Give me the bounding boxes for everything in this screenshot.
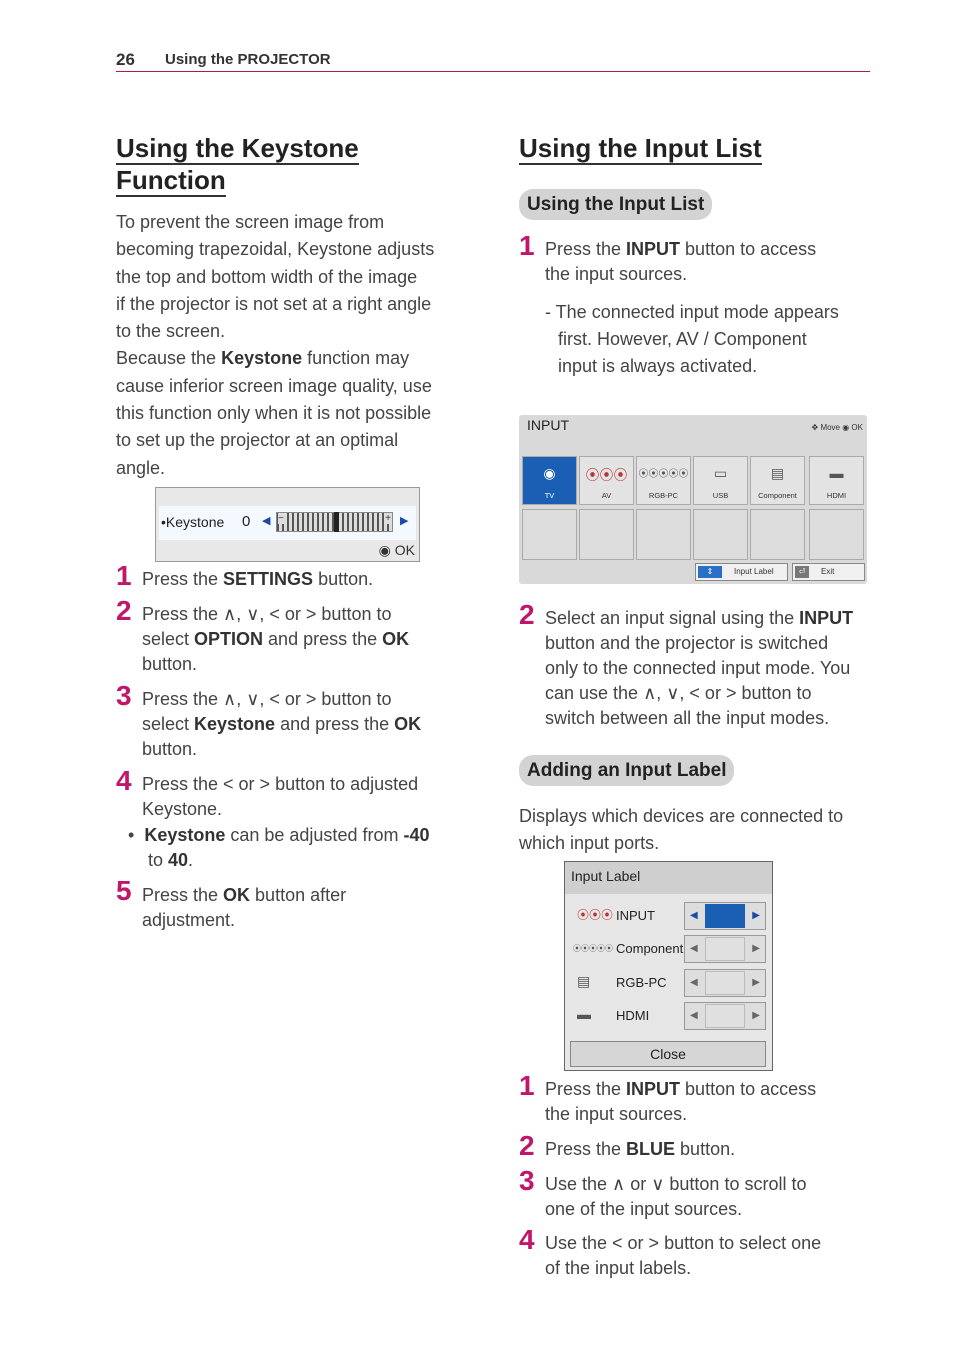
step-text: Press the ∧, ∨, < or > button to select Keystone and press the OK button.	[142, 689, 422, 759]
hdmi-port-icon: ▬	[829, 465, 844, 481]
left-arrow-icon[interactable]: ◀	[690, 1010, 698, 1021]
tv-antenna-icon: ◉	[543, 465, 556, 481]
step-text: Press the < or > button to adjusted Keystone.	[142, 774, 419, 819]
right-arrow-icon[interactable]: ▶	[752, 910, 760, 921]
step-text: Use the ∧ or ∨ button to scroll to one of the input sources.	[545, 1174, 807, 1219]
empty-input-slot	[579, 509, 634, 560]
empty-input-slot	[750, 509, 805, 560]
step-number: 2	[519, 1130, 535, 1161]
label-row-rgb-pc[interactable]: ▤ RGB-PC ◀ ▶	[565, 969, 772, 997]
subsection-adding-input-label: Adding an Input Label	[519, 755, 734, 786]
left-arrow-icon[interactable]: ◀	[262, 515, 271, 527]
step-text: Press the ∧, ∨, < or > button to select OPTION and press the OK button.	[142, 604, 410, 674]
step-text: Select an input signal using the INPUT button and the projector is switched only to the connected input mode. You can use the ∧, ∨, < or > button to switch between all the input modes.	[545, 608, 854, 728]
input-label-intro: Displays which devices are connected to which input ports.	[519, 806, 844, 854]
keystone-section-title: Using the Keystone Function	[116, 133, 359, 195]
keystone-osd	[155, 487, 420, 562]
label-selector[interactable]	[684, 1002, 766, 1030]
keystone-range-bullet: • Keystone can be adjusted from -40 to 40.	[128, 825, 430, 870]
step-text: Press the BLUE button.	[545, 1139, 736, 1159]
label-row-input[interactable]: ⦿⦿⦿ INPUT ◀ ▶	[565, 902, 772, 930]
blue-key-icon: ⇕	[698, 566, 722, 578]
step-number: 1	[519, 1070, 535, 1101]
running-header: Using the PROJECTOR	[165, 51, 331, 68]
step-number: 2	[519, 599, 535, 630]
step-number: 1	[519, 230, 535, 261]
step-text: Press the INPUT button to access the input sources.	[545, 239, 817, 284]
right-arrow-icon[interactable]: ▶	[752, 977, 760, 988]
label-row-component[interactable]: ⦿⦿⦿⦿⦿ Component ◀ ▶	[565, 935, 772, 963]
input-tile-component[interactable]: ▤ Component	[750, 456, 805, 505]
input-tile-tv[interactable]: ◉ TV	[522, 456, 577, 505]
label-selector[interactable]	[684, 969, 766, 997]
empty-input-slot	[522, 509, 577, 560]
slider-thumb[interactable]	[334, 512, 339, 532]
right-arrow-icon[interactable]: ▶	[752, 943, 760, 954]
usb-icon: ▭	[713, 465, 728, 481]
step-text: Press the OK button after adjustment.	[142, 885, 347, 930]
av-connector-icon: ⦿⦿⦿	[585, 467, 628, 483]
input-list-panel	[519, 415, 867, 584]
input-list-section-title: Using the Input List	[519, 133, 762, 163]
av-connector-icon: ⦿⦿⦿	[577, 908, 614, 922]
label-selector[interactable]	[684, 935, 766, 963]
label-selector[interactable]	[684, 902, 766, 930]
left-arrow-icon[interactable]: ◀	[690, 910, 698, 921]
input-panel-help: ✥ Move ◉ OK	[811, 423, 863, 432]
step-text: Press the SETTINGS button.	[142, 569, 374, 589]
empty-input-slot	[636, 509, 691, 560]
label-row-hdmi[interactable]: ▬ HDMI ◀ ▶	[565, 1002, 772, 1030]
step-number: 5	[116, 875, 132, 906]
step-number: 4	[116, 765, 132, 796]
page-number: 26	[116, 50, 135, 69]
dialog-header	[565, 862, 772, 894]
dialog-title: Input Label	[571, 868, 641, 884]
step-text: Press the INPUT button to access the input sources.	[545, 1079, 817, 1124]
keystone-label: •Keystone	[161, 514, 225, 530]
input-panel-title: INPUT	[527, 417, 569, 433]
step-number: 2	[116, 595, 132, 626]
input-label-dialog	[564, 861, 773, 1071]
ok-hint: ◉ OK	[378, 542, 415, 558]
subsection-using-input-list: Using the Input List	[519, 189, 712, 220]
step-number: 3	[519, 1165, 535, 1196]
exit-key-icon: ⏎	[795, 566, 809, 578]
hdmi-port-icon: ▬	[577, 1006, 591, 1022]
empty-input-slot	[809, 509, 864, 560]
exit-button[interactable]: ⏎ Exit	[792, 563, 865, 581]
right-arrow-icon[interactable]: ▶	[400, 515, 409, 527]
rgb-port-icon: ▤	[577, 973, 591, 989]
input-tile-usb[interactable]: ▭ USB	[693, 456, 748, 505]
step-number: 1	[116, 560, 132, 591]
keystone-slider[interactable]: − +	[276, 512, 393, 532]
input-label-button[interactable]: ⇕ Input Label	[695, 563, 788, 581]
rgb-port-icon: ▤	[770, 465, 785, 481]
keystone-intro: To prevent the screen image from becoming trapezoidal, Keystone adjusts the top and bottom width of the image if the projector is not set at a right angle to the screen. Because the Keystone function may cause inferior screen image quality, use this function only when it is not possible to set up the projector at an optimal angle.	[116, 212, 435, 478]
empty-input-slot	[693, 509, 748, 560]
note-text: - The connected input mode appears first. However, AV / Component input is always activated.	[545, 302, 839, 376]
header-rule	[116, 71, 870, 72]
input-tile-hdmi[interactable]: ▬ HDMI	[809, 456, 864, 505]
keystone-value: 0	[242, 513, 251, 530]
left-arrow-icon[interactable]: ◀	[690, 943, 698, 954]
input-tile-rgb-pc[interactable]: ⦿⦿⦿⦿⦿ RGB-PC	[636, 456, 691, 505]
step-number: 4	[519, 1224, 535, 1255]
input-tile-av[interactable]: ⦿⦿⦿ AV	[579, 456, 634, 505]
close-button[interactable]: Close	[570, 1041, 766, 1067]
left-arrow-icon[interactable]: ◀	[690, 977, 698, 988]
component-connector-icon: ⦿⦿⦿⦿⦿	[573, 944, 613, 953]
step-text: Use the < or > button to select one of the input labels.	[545, 1233, 822, 1278]
keystone-row[interactable]	[159, 506, 416, 540]
component-connector-icon: ⦿⦿⦿⦿⦿	[638, 469, 689, 480]
step-number: 3	[116, 680, 132, 711]
right-arrow-icon[interactable]: ▶	[752, 1010, 760, 1021]
